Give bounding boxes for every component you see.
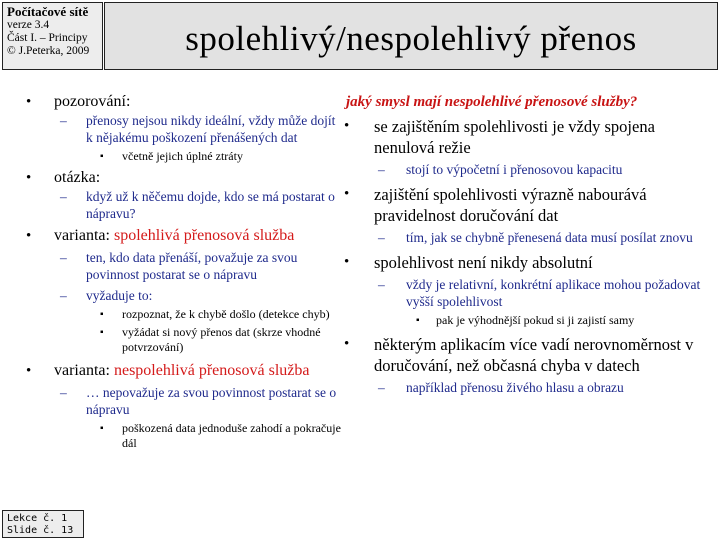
subsubitem-text: rozpoznat, že k chybě došlo (detekce chyb) (122, 307, 330, 321)
square-bullet-icon: ▪ (100, 309, 104, 320)
list-subitem (26, 249, 341, 283)
list-item (344, 334, 704, 376)
course-info-box (2, 2, 103, 70)
item-text: otázka: (54, 169, 101, 186)
subitem-text: stojí to výpočetní i přenosovou kapacitu (406, 162, 623, 177)
subsubitem-text: vyžádat si nový přenos dat (skrze vhodné potvrzování) (122, 325, 321, 354)
version-label: verze 3.4 (7, 19, 50, 31)
list-item (344, 116, 704, 158)
subitem-text: tím, jak se chybně přenesená data musí posílat znovu (406, 230, 693, 245)
item-text: zajištění spolehlivosti výrazně nabourává pravidelnost doručování dat (374, 185, 647, 225)
list-subitem (344, 276, 704, 310)
list-subsubitem (26, 307, 341, 322)
list-subitem (26, 112, 341, 146)
dash-icon: – (378, 230, 385, 245)
subitem-text: například přenosu živého hlasu a obrazu (406, 380, 624, 395)
list-item (344, 252, 704, 273)
item-text: varianta: (54, 227, 114, 244)
subsubitem-text: poškozená data jednoduše zahodí a pokračuje dál (122, 421, 341, 450)
dash-icon: – (378, 380, 385, 395)
subitem-text: vyžaduje to: (86, 288, 153, 303)
copyright-label: © J.Peterka, 2009 (7, 45, 90, 57)
subsubitem-text: pak je výhodnější pokud si ji zajistí samy (436, 313, 635, 327)
item-text: varianta: (54, 362, 114, 379)
square-bullet-icon: ▪ (100, 327, 104, 338)
subitem-text: přenosy nejsou nikdy ideální, vždy může dojít k nějakému poškození přenášených dat (86, 113, 336, 145)
lecture-number: Lekce č. 1 (7, 513, 68, 524)
list-item (26, 168, 341, 188)
dash-icon: – (60, 288, 67, 303)
list-item (26, 226, 341, 246)
slide-number: Slide č. 13 (7, 525, 74, 536)
dash-icon: – (60, 385, 67, 400)
title-bar (104, 2, 718, 70)
list-subsubitem (344, 313, 704, 328)
right-column (344, 92, 704, 396)
bullet-icon: • (344, 336, 350, 352)
list-item (344, 184, 704, 226)
list-subitem (344, 161, 704, 178)
list-subsubitem (26, 149, 341, 164)
part-label: Část I. – Principy (7, 32, 88, 44)
bullet-icon: • (26, 170, 32, 186)
dash-icon: – (60, 250, 67, 265)
list-subitem (344, 229, 704, 246)
bullet-icon: • (26, 363, 32, 379)
item-text: se zajištěním spolehlivosti je vždy spojena nenulová režie (374, 117, 655, 157)
left-column (26, 92, 341, 451)
bullet-icon: • (26, 228, 32, 244)
question-heading: jaký smysl mají nespolehlivé přenosové služby? (346, 94, 638, 110)
subitem-text: když už k něčemu dojde, kdo se má postarat o nápravu? (86, 189, 335, 221)
highlight-text: spolehlivá přenosová služba (113, 227, 295, 244)
list-subitem (26, 384, 341, 418)
bullet-icon: • (344, 186, 350, 202)
item-text: pozorování: (54, 93, 131, 110)
subsubitem-text: včetně jejich úplné ztráty (122, 149, 243, 163)
item-text: některým aplikacím více vadí nerovnoměrnost v doručování, než občasná chyba v datech (374, 335, 694, 375)
subitem-text: ten, kdo data přenáší, považuje za svou povinnost postarat se o nápravu (86, 250, 298, 282)
list-item (26, 92, 341, 112)
bullet-icon: • (26, 94, 32, 110)
list-item (26, 361, 341, 381)
square-bullet-icon: ▪ (416, 315, 420, 326)
square-bullet-icon: ▪ (100, 151, 104, 162)
course-name: Počítačové sítě (7, 4, 89, 19)
slide-counter-box (2, 510, 84, 538)
list-subitem (26, 287, 341, 304)
bullet-icon: • (344, 254, 350, 270)
subitem-text: … nepovažuje za svou povinnost postarat se o nápravu (86, 385, 337, 417)
subitem-text: vždy je relativní, konkrétní aplikace mohou požadovat vyšší spolehlivost (406, 277, 701, 309)
square-bullet-icon: ▪ (100, 423, 104, 434)
dash-icon: – (60, 113, 67, 128)
list-subitem (26, 188, 341, 222)
list-subitem (344, 379, 704, 396)
highlight-text: nespolehlivá přenosová služba (113, 362, 310, 379)
dash-icon: – (378, 162, 385, 177)
dash-icon: – (60, 189, 67, 204)
dash-icon: – (378, 277, 385, 292)
list-subsubitem (26, 421, 341, 451)
slide-title: spolehlivý/nespolehlivý přenos (185, 19, 637, 58)
list-subsubitem (26, 325, 341, 355)
item-text: spolehlivost není nikdy absolutní (374, 253, 593, 272)
bullet-icon: • (344, 118, 350, 134)
